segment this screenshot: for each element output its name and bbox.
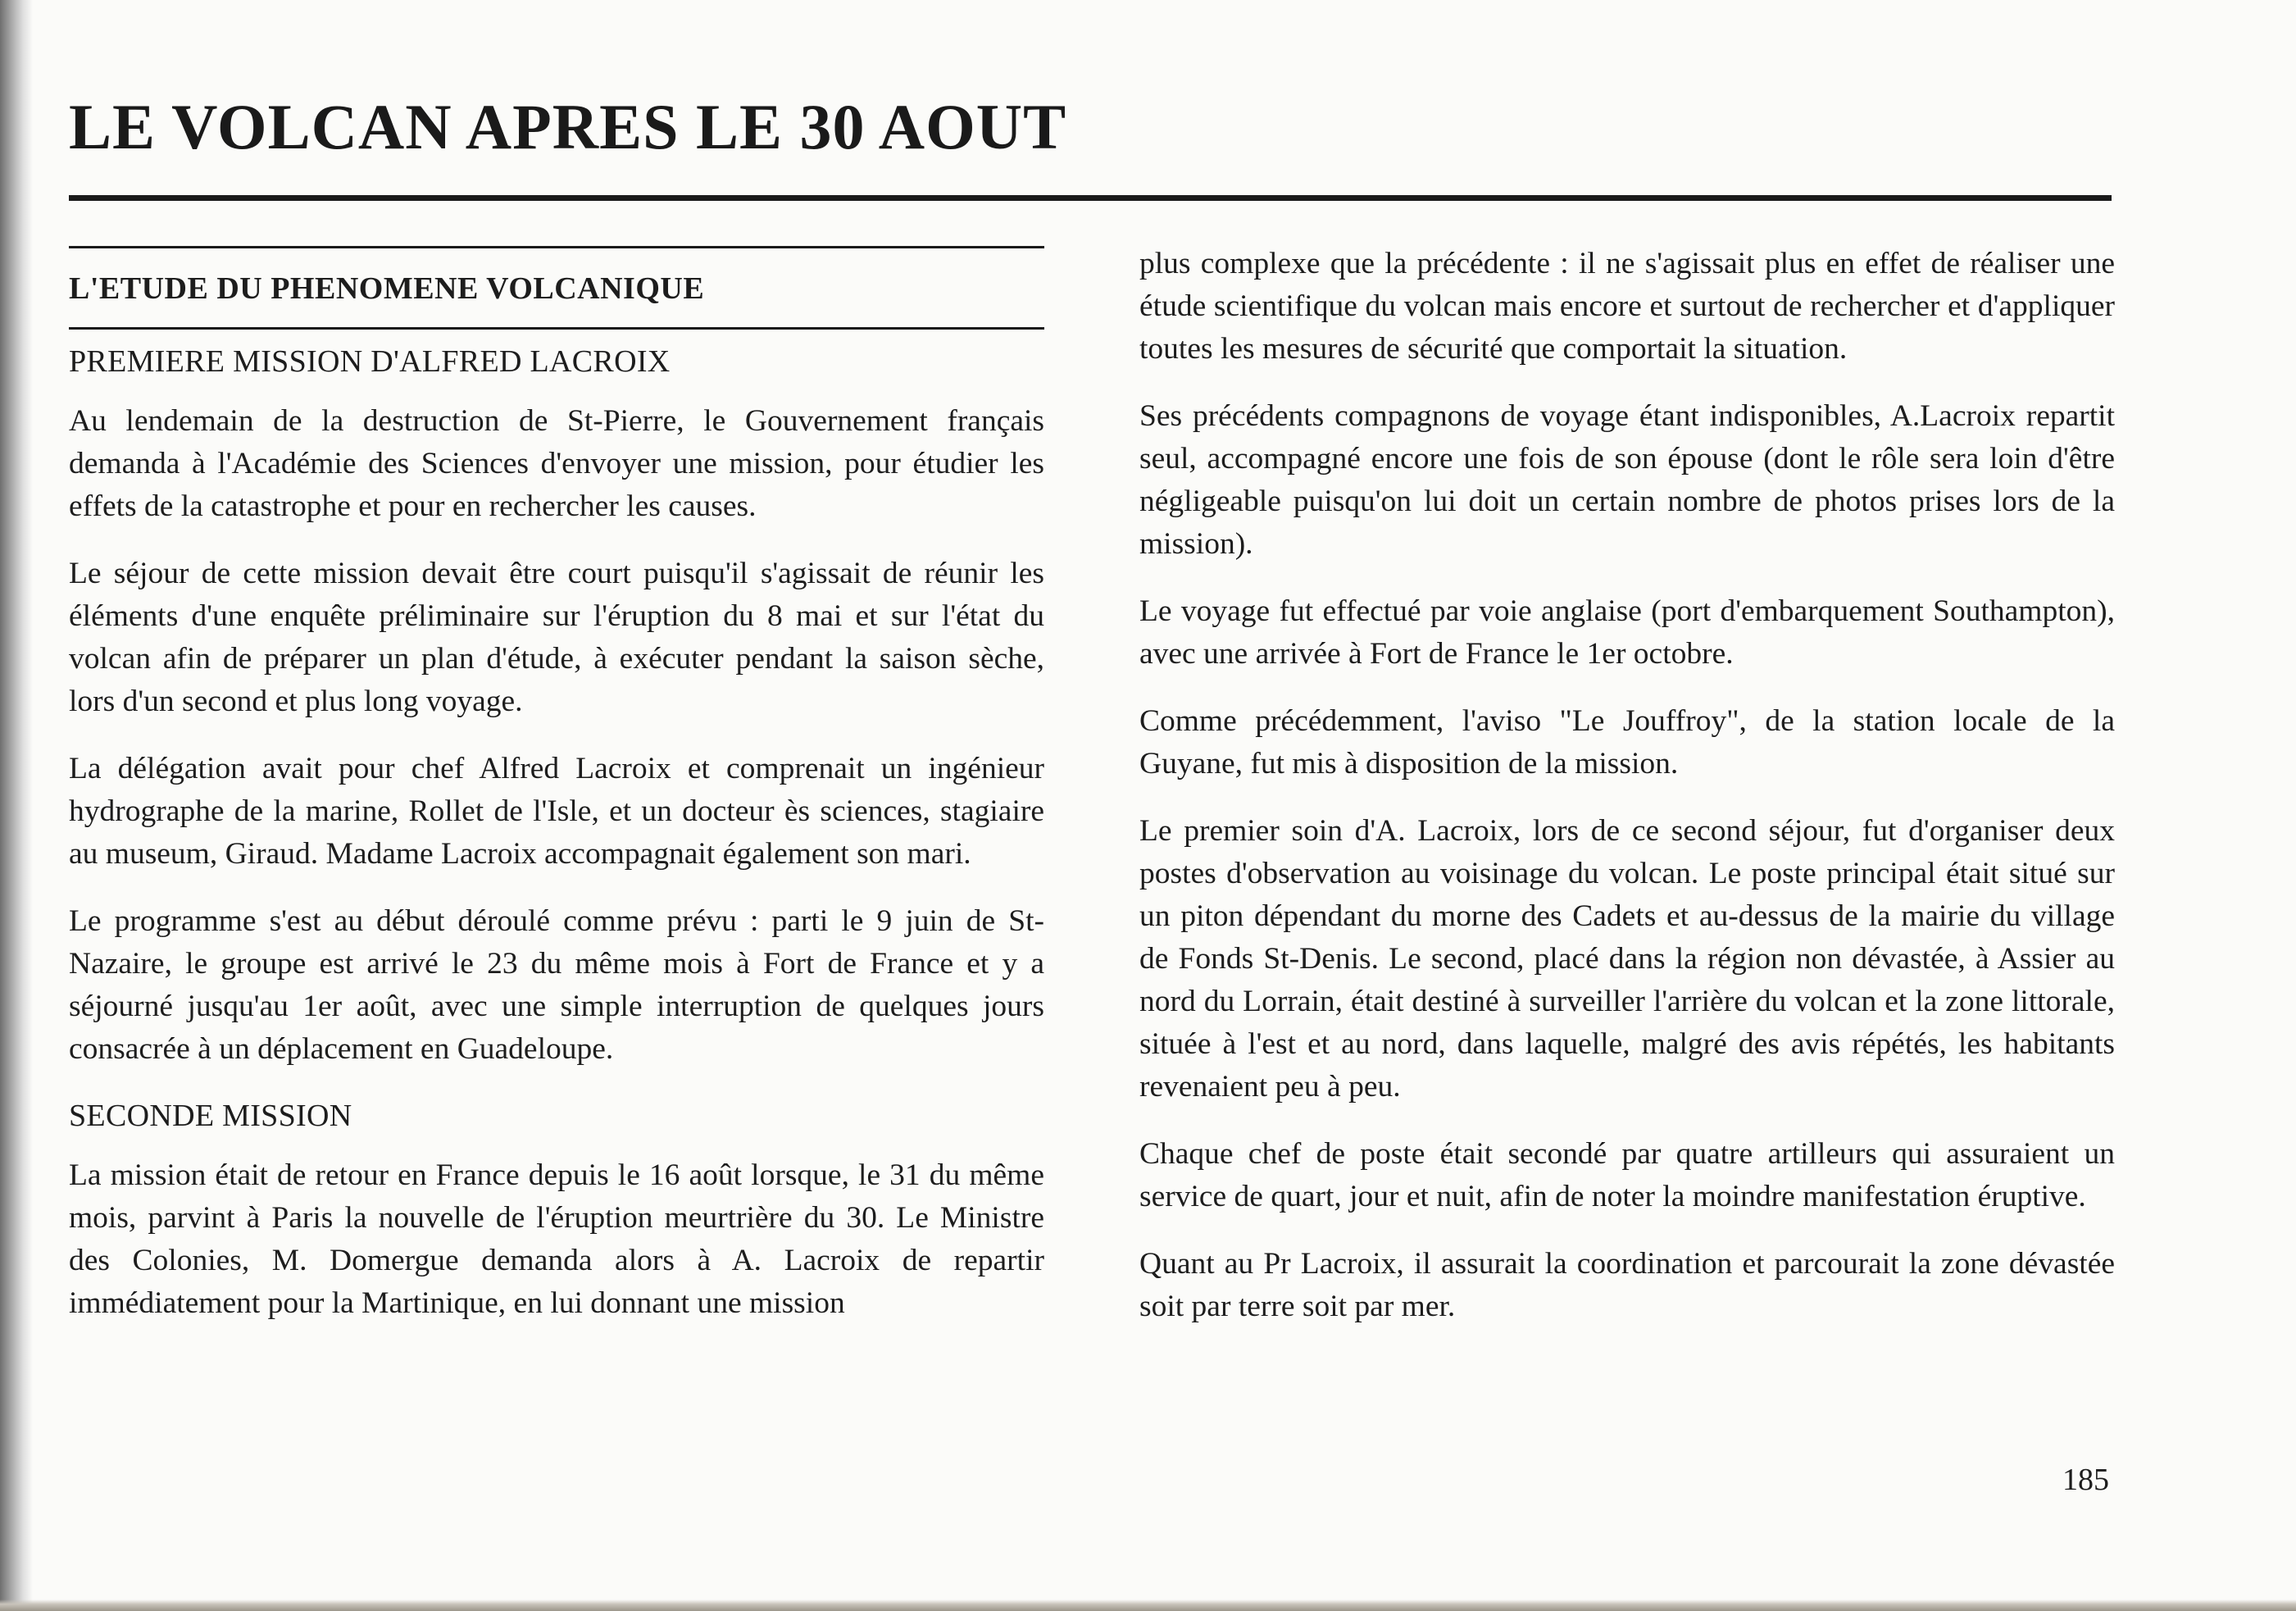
page-title: LE VOLCAN APRES LE 30 AOUT (69, 91, 1067, 162)
paragraph: Ses précédents compagnons de voyage étant indisponibles, A.Lacroix repartit seul, accompagné encore une fois de son épouse (dont le rôle sera loin d'être négligeable puisqu'on lui doit un certain nombre de photos prises lors de la mission). (1139, 399, 2115, 561)
mission1-heading: PREMIERE MISSION D'ALFRED LACROIX (69, 344, 671, 379)
paragraph: Quant au Pr Lacroix, il assurait la coordination et parcourait la zone dévastée soit par terre soit par mer. (1139, 1247, 2115, 1323)
paragraph: Le premier soin d'A. Lacroix, lors de ce second séjour, fut d'organiser deux postes d'observation au voisinage du volcan. Le poste principal était situé sur un piton dépendant du morne des Cadets et au-dessus de la mairie du village de Fonds St-Denis. Le second, placé dans la région non dévastée, à Assier au nord du Lorrain, était destiné à surveiller l'arrière du volcan et la zone littorale, située à l'est et au nord, dans laquelle, malgré des avis répétés, les habitants revenaient peu à peu. (1139, 814, 2115, 1104)
section-title: L'ETUDE DU PHENOMENE VOLCANIQUE (69, 271, 705, 306)
mission2-heading: SECONDE MISSION (69, 1099, 352, 1133)
paragraph: plus complexe que la précédente : il ne s'agissait plus en effet de réaliser une étude scientifique du volcan mais encore et surtout de rechercher et d'appliquer toutes les mesures de sécurité que comportait la situation. (1139, 247, 2115, 366)
title-rule (69, 195, 2112, 201)
scan-bottom-edge (0, 1600, 2296, 1611)
paragraph: Au lendemain de la destruction de St-Pierre, le Gouvernement français demanda à l'Académie des Sciences d'envoyer une mission, pour étudier les effets de la catastrophe et pour en rechercher les causes. (69, 404, 1044, 523)
page-number: 185 (2062, 1463, 2109, 1497)
paragraph: La mission était de retour en France depuis le 16 août lorsque, le 31 du même mois, parvint à Paris la nouvelle de l'éruption meurtrière du 30. Le Ministre des Colonies, M. Domergue demanda alors à A. Lacroix de repartir immédiatement pour la Martinique, en lui donnant une mission (69, 1158, 1044, 1320)
paragraph: Chaque chef de poste était secondé par quatre artilleurs qui assuraient un service de quart, jour et nuit, afin de noter la moindre manifestation éruptive. (1139, 1137, 2115, 1213)
left-column (69, 246, 1044, 1349)
paragraph: Le voyage fut effectué par voie anglaise (port d'embarquement Southampton), avec une arrivée à Fort de France le 1er octobre. (1139, 594, 2115, 671)
paragraph: La délégation avait pour chef Alfred Lacroix et comprenait un ingénieur hydrographe de la marine, Rollet de l'Isle, et un docteur ès sciences, stagiaire au museum, Giraud. Madame Lacroix accompagnait également son mari. (69, 752, 1044, 871)
section-rule-top (69, 246, 1044, 248)
right-column (1139, 243, 2115, 1353)
scan-binding-shadow (0, 0, 33, 1611)
paragraph: Le programme s'est au début déroulé comme prévu : parti le 9 juin de St-Nazaire, le groupe est arrivé le 23 du même mois à Fort de France et y a séjourné jusqu'au 1er août, avec une simple interruption de quelques jours consacrée à un déplacement en Guadeloupe. (69, 904, 1044, 1066)
section-rule-bottom (69, 327, 1044, 330)
paragraph: Comme précédemment, l'aviso "Le Jouffroy", de la station locale de la Guyane, fut mis à disposition de la mission. (1139, 704, 2115, 780)
paragraph: Le séjour de cette mission devait être court puisqu'il s'agissait de réunir les éléments d'une enquête préliminaire sur l'éruption du 8 mai et sur l'état du volcan afin de préparer un plan d'étude, à exécuter pendant la saison sèche, lors d'un second et plus long voyage. (69, 557, 1044, 718)
